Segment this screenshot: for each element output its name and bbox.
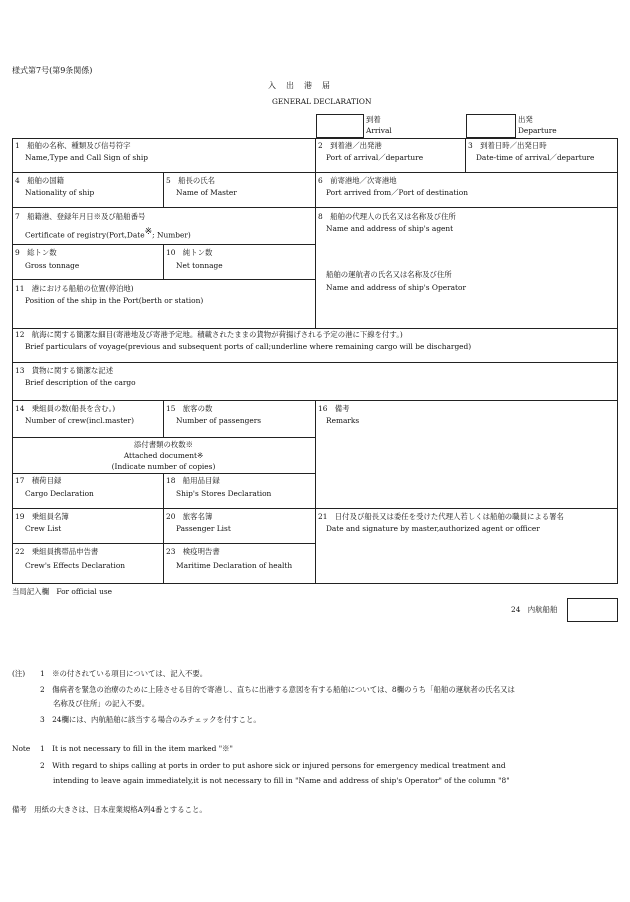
registry-label-jp: 7 船籍港、登録年月日※及び船舶番号: [15, 212, 146, 221]
datetime-label-jp: 3 到着日時／出発日時: [468, 141, 547, 150]
notes-jp-label: (注): [12, 669, 26, 678]
title-japanese: 入 出 港 届: [268, 81, 331, 90]
health-decl-label-en: Maritime Declaration of health: [176, 561, 293, 570]
cargo-desc-label-jp: 13 貨物に関する簡潔な記述: [15, 366, 114, 375]
signature-label-en: Date and signature by master,authorized agent or officer: [326, 524, 540, 533]
ship-name-label-en: Name,Type and Call Sign of ship: [25, 153, 148, 162]
note-jp-1: 1 ※の付されている項目については、記入不要。: [40, 669, 208, 678]
remarks-label-en: Remarks: [326, 416, 360, 425]
nationality-label-en: Nationality of ship: [25, 188, 95, 197]
gross-tonnage-label-jp: 9 総トン数: [15, 248, 57, 257]
arrival-checkbox[interactable]: [316, 114, 364, 138]
cargo-decl-label-jp: 17 積荷目録: [15, 476, 62, 485]
paper-size-remark: 備考 用紙の大きさは、日本産業規格A列4番とすること。: [12, 805, 207, 814]
agent-label-en: Name and address of ship's agent: [326, 224, 454, 233]
agent-label-jp: 8 船舶の代理人の氏名又は名称及び住所: [318, 212, 456, 221]
voyage-label-jp: 12 航海に関する簡潔な細目(寄港地及び寄港予定地。積載されたままの貨物が荷揚げされる予定の港に下線を付す。): [15, 330, 403, 339]
master-name-label-en: Name of Master: [176, 188, 237, 197]
title-english: GENERAL DECLARATION: [272, 97, 372, 106]
attached-docs-label-jp: 添付書類の枚数※: [133, 440, 194, 449]
gross-tonnage-label-en: Gross tonnage: [25, 261, 80, 270]
notes-en-label: Note: [12, 744, 31, 753]
operator-label-en: Name and address of ship's Operator: [326, 283, 466, 292]
cargo-desc-label-en: Brief description of the cargo: [25, 378, 136, 387]
attached-docs-label-en: Attached document※: [123, 451, 204, 460]
port-arrival-label-en: Port of arrival／departure: [326, 153, 424, 162]
cargo-decl-label-en: Cargo Declaration: [25, 489, 94, 498]
port-from-label-en: Port arrived from／Port of destination: [326, 188, 469, 197]
crew-list-label-jp: 19 乗組員名簿: [15, 512, 69, 521]
departure-label-en: Departure: [518, 126, 557, 135]
health-decl-label-jp: 23 検疫明告書: [166, 547, 220, 556]
stores-decl-label-en: Ship's Stores Declaration: [176, 489, 272, 498]
passenger-list-label-en: Passenger List: [176, 524, 231, 533]
passenger-count-label-jp: 15 旅客の数: [166, 404, 213, 413]
note-jp-2a: 2 傷病者を緊急の治療のために上陸させる目的で寄港し、直ちに出港する意図を有する船舶については、8欄のうち「船舶の運航者の氏名又は: [40, 685, 515, 694]
position-label-jp: 11 港における船舶の位置(停泊地): [15, 284, 134, 293]
crew-count-label-en: Number of crew(incl.master): [25, 416, 134, 425]
note-en-2b: intending to leave again immediately,it is not necessary to fill in "Name and address of ship's Operator" of the column "8": [53, 776, 510, 785]
coastal-ship-label: 24 内航船舶: [511, 605, 558, 614]
crew-effects-label-jp: 22 乗組員携帯品申告書: [15, 547, 99, 556]
registry-label-en: Certificate of registry(Port,Date※; Number): [25, 227, 191, 240]
signature-label-jp: 21 日付及び船長又は委任を受けた代理人若しくは船舶の職員による署名: [318, 512, 564, 521]
crew-count-label-jp: 14 乗組員の数(船長を含む。): [15, 404, 116, 413]
note-en-2a: 2 With regard to ships calling at ports in order to put ashore sick or injured persons for emergency medical treatment and: [40, 761, 506, 770]
arrival-label-en: Arrival: [366, 126, 392, 135]
datetime-label-en: Date-time of arrival／departure: [476, 153, 595, 162]
departure-checkbox[interactable]: [466, 114, 516, 138]
crew-effects-label-en: Crew's Effects Declaration: [25, 561, 126, 570]
net-tonnage-label-jp: 10 純トン数: [166, 248, 213, 257]
attached-docs-hint: (Indicate number of copies): [111, 462, 216, 471]
ship-name-label-jp: 1 船舶の名称、種類及び信号符字: [15, 141, 131, 150]
departure-label-jp: 出発: [518, 115, 533, 124]
remarks-label-jp: 16 備考: [318, 404, 350, 413]
master-name-label-jp: 5 船長の氏名: [166, 176, 216, 185]
note-jp-2b: 名称及び住所」の記入不要。: [53, 699, 150, 708]
arrival-label-jp: 到着: [366, 115, 381, 124]
voyage-label-en: Brief particulars of voyage(previous and subsequent ports of call;underline where remaining cargo will be discharged): [25, 342, 472, 351]
port-from-label-jp: 6 前寄港地／次寄港地: [318, 176, 397, 185]
note-jp-3: 3 24欄には、内航船舶に該当する場合のみチェックを付すこと。: [40, 715, 261, 724]
nationality-label-jp: 4 船舶の国籍: [15, 176, 65, 185]
port-arrival-label-jp: 2 到着港／出発港: [318, 141, 382, 150]
coastal-ship-checkbox[interactable]: [567, 598, 618, 622]
official-use-label: 当局記入欄 For official use: [12, 587, 113, 596]
operator-label-jp: 船舶の運航者の氏名又は名称及び住所: [326, 270, 452, 279]
crew-list-label-en: Crew List: [25, 524, 62, 533]
stores-decl-label-jp: 18 船用品目録: [166, 476, 220, 485]
passenger-count-label-en: Number of passengers: [176, 416, 262, 425]
passenger-list-label-jp: 20 旅客名簿: [166, 512, 213, 521]
note-en-1: 1 It is not necessary to fill in the item marked "※": [40, 744, 233, 753]
position-label-en: Position of the ship in the Port(berth or station): [25, 296, 204, 305]
form-number: 様式第7号(第9条関係): [12, 66, 93, 75]
net-tonnage-label-en: Net tonnage: [176, 261, 223, 270]
